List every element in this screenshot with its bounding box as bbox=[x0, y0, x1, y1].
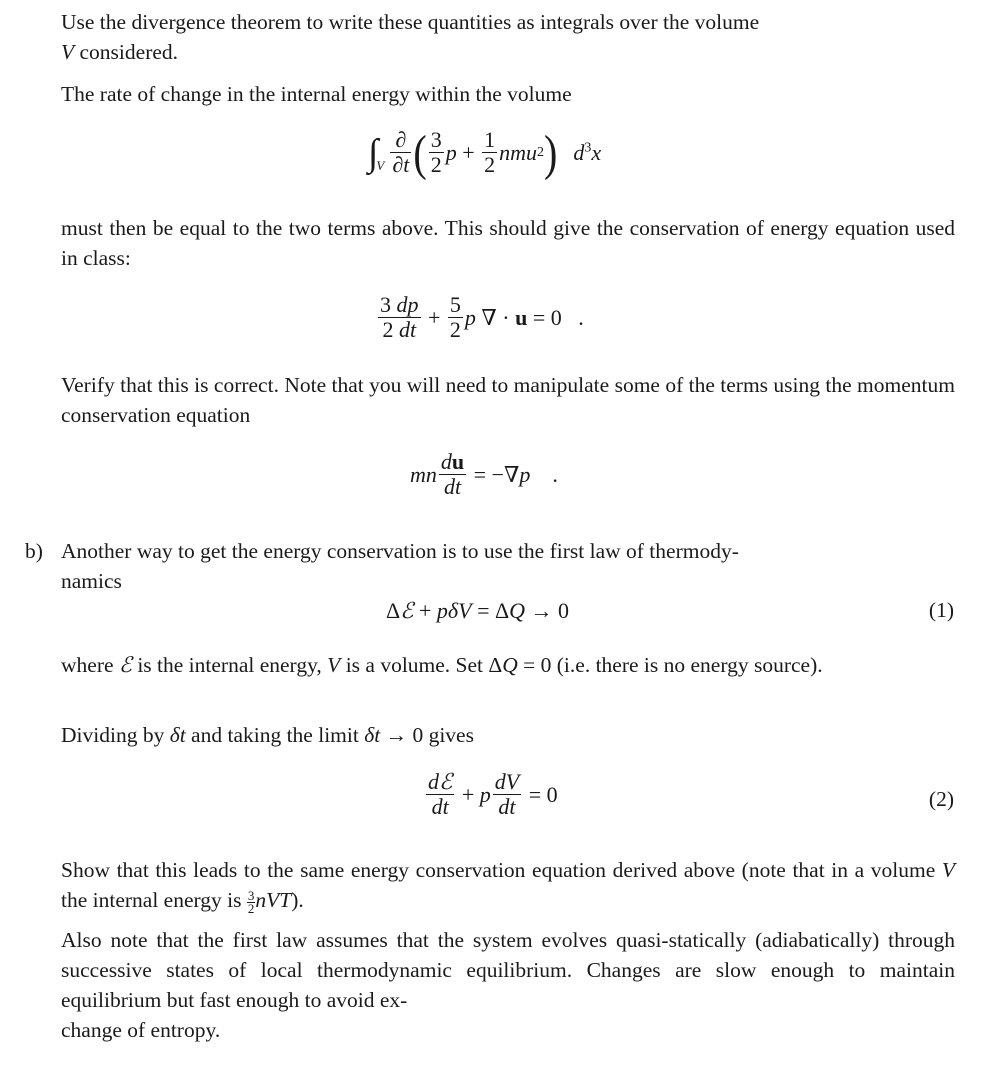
paragraph-dividing: Dividing by δt and taking the limit δt → 0 gives bbox=[61, 723, 474, 747]
paragraph-show: Show that this leads to the same energy conservation equation derived above (note that in a volume V the internal energy is $\frac{3}{2}$ nVT). bbox=[61, 858, 955, 916]
paragraph-where: where ℰ is the internal energy, V is a volume. Set ΔQ = 0 (i.e. there is no energy source). bbox=[61, 653, 823, 677]
item-b-label: b) bbox=[25, 539, 43, 563]
equation-number-1: (1) bbox=[928, 598, 954, 622]
equation-number-2: (2) bbox=[928, 787, 954, 811]
paragraph-first-law-intro: Another way to get the energy conservation is to use the first law of thermody- namics bbox=[61, 539, 739, 593]
equation-rate: $\frac{\text{dℰ}}{dt}$ + p $\frac{dV}{dt}$ = 0 bbox=[428, 769, 558, 819]
equation-first-law: Δℰ + pδV = ΔQ → 0 bbox=[386, 598, 570, 623]
paragraph-conservation: must then be equal to the two terms above. This should give the conservation of energy equation used in class: bbox=[61, 216, 955, 270]
equation-momentum: mn $\frac{du}{dt}$ = −∇ p . bbox=[410, 449, 558, 499]
paragraph-note: Also note that the first law assumes that the system evolves quasi-statically (adiabatically) through successive states of local thermodynamic equilibrium. Changes are slow enough to maintain equilibrium but fast enough to avoid ex- change of entropy. bbox=[61, 928, 955, 1042]
equation-energy-rate: ∫ V $\frac{\partial}{\partial t}$ ( $\frac{3}{2}$ p + $\frac{1}{2}$ nmu 2 ) $d^3x$ bbox=[368, 123, 602, 180]
paragraph-rate-of-change: The rate of change in the internal energy within the volume bbox=[61, 82, 572, 106]
paragraph-divergence: Use the divergence theorem to write these quantities as integrals over the volume V considered. bbox=[61, 10, 760, 64]
equation-conservation: $\frac{3 dp}{2 dt}$ + $\frac{5}{2}$ p ∇ · u = 0 . bbox=[380, 292, 584, 342]
paragraph-verify: Verify that this is correct. Note that you will need to manipulate some of the terms using the momentum conservation equation bbox=[61, 373, 955, 427]
